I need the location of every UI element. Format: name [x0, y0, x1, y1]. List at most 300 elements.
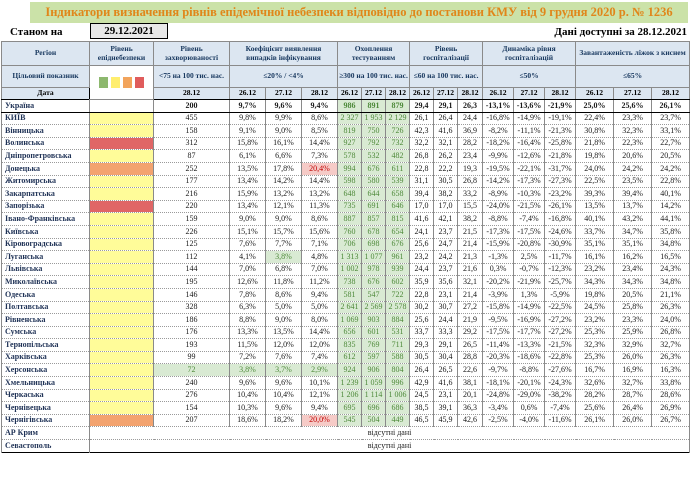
value-cell: -18,2% [483, 137, 514, 150]
table-row [2, 301, 690, 314]
value-cell: 28,2% [576, 389, 614, 402]
danger-level-cell [90, 125, 154, 138]
value-cell: 2 641 [338, 301, 362, 314]
value-cell: 13,4% [230, 175, 266, 188]
value-cell: 11,8% [266, 276, 302, 289]
value-cell: 7,6% [230, 238, 266, 251]
value-cell: -3,9% [483, 288, 514, 301]
group-header-detection-rate: Коефіцієнт виявлення випадків інфікування [230, 42, 338, 66]
region-name: Полтавська [2, 301, 90, 314]
date-row-label: Дата [2, 88, 90, 100]
value-cell: -11,1% [514, 125, 545, 138]
value-cell: 11,2% [302, 276, 338, 289]
value-cell: 21,6 [458, 263, 483, 276]
value-cell: 7,0% [230, 263, 266, 276]
value-cell: 193 [154, 339, 230, 352]
value-cell: -11,6% [545, 414, 576, 427]
data-available-label: Дані доступні за [554, 26, 635, 38]
date-header: 26.12 [576, 88, 614, 100]
value-cell: 449 [386, 414, 410, 427]
legend-square [135, 77, 144, 88]
value-cell: 25,6% [576, 402, 614, 415]
date-header: 27.12 [614, 88, 652, 100]
value-cell: -8,9% [483, 188, 514, 201]
value-cell: 1 077 [362, 251, 386, 264]
value-cell: 24,5 [410, 389, 434, 402]
table-row [2, 339, 690, 352]
table-row [2, 162, 690, 175]
danger-level-cell [90, 188, 154, 201]
value-cell: 38,2 [458, 213, 483, 226]
value-cell: 1 206 [338, 389, 362, 402]
value-cell: 16,9% [614, 364, 652, 377]
table-row [2, 175, 690, 188]
region-name: Волинська [2, 137, 90, 150]
value-cell: 34,8% [652, 276, 690, 289]
value-cell: 26,2 [434, 150, 458, 163]
region-header: Регіон [2, 42, 90, 66]
table-row [2, 100, 690, 113]
danger-level-cell [90, 389, 154, 402]
value-cell: 34,3% [614, 276, 652, 289]
region-name: Кіровоградська [2, 238, 90, 251]
table-row [2, 276, 690, 289]
value-cell: -21,8% [545, 150, 576, 163]
value-cell: 25,6% [614, 100, 652, 113]
value-cell: 891 [362, 100, 386, 113]
value-cell: 33,8% [652, 377, 690, 390]
value-cell: 906 [362, 364, 386, 377]
value-cell: 22,8 [410, 162, 434, 175]
value-cell: 19,3 [458, 162, 483, 175]
value-cell: 21,8% [576, 137, 614, 150]
value-cell: 195 [154, 276, 230, 289]
value-cell: 722 [386, 288, 410, 301]
group-header-hospitalization-dynamics: Динаміка рівня госпіталізацій [483, 42, 576, 66]
value-cell: 21,5 [458, 225, 483, 238]
value-cell: 732 [386, 137, 410, 150]
value-cell: 41,6 [434, 377, 458, 390]
legend-square [123, 77, 132, 88]
value-cell: 4,1% [230, 251, 266, 264]
region-name: Вінницька [2, 125, 90, 138]
value-cell: 240 [154, 377, 230, 390]
value-cell: 598 [338, 175, 362, 188]
danger-level-cell [90, 112, 154, 125]
value-cell: 1 002 [338, 263, 362, 276]
value-cell: -10,3% [514, 188, 545, 201]
value-cell: 815 [386, 213, 410, 226]
value-cell: 3,8% [266, 251, 302, 264]
value-cell: 16,3% [652, 364, 690, 377]
region-name: Черкаська [2, 389, 90, 402]
value-cell: 7,1% [302, 238, 338, 251]
value-cell: 16,5% [652, 251, 690, 264]
value-cell: 42,6 [458, 414, 483, 427]
value-cell: 12,6% [230, 276, 266, 289]
value-cell: 22,8 [410, 288, 434, 301]
value-cell: 3,7% [266, 364, 302, 377]
value-cell: 580 [362, 175, 386, 188]
value-cell: 159 [154, 213, 230, 226]
value-cell: 13,4% [230, 200, 266, 213]
region-name: АР Крим [2, 427, 90, 440]
value-cell: 21,4 [458, 288, 483, 301]
value-cell: 31,1 [410, 175, 434, 188]
value-cell: -17,5% [514, 225, 545, 238]
value-cell: 12,1% [302, 389, 338, 402]
region-name: Україна [2, 100, 90, 113]
value-cell: 996 [386, 377, 410, 390]
value-cell: 8,0% [302, 314, 338, 327]
value-cell: 22,6 [458, 364, 483, 377]
value-cell: 40,1% [576, 213, 614, 226]
value-cell: 26,5 [434, 364, 458, 377]
value-cell: 10,1% [302, 377, 338, 390]
date-header: 28.12 [302, 88, 338, 100]
value-cell: -4,0% [514, 414, 545, 427]
value-cell: 23,2% [576, 314, 614, 327]
region-name: Житомирська [2, 175, 90, 188]
value-cell: 24,5% [576, 301, 614, 314]
value-cell: 29,2 [458, 326, 483, 339]
region-name: Миколаївська [2, 276, 90, 289]
region-name: Львівська [2, 263, 90, 276]
value-cell: 26,8% [652, 326, 690, 339]
value-cell: 7,3% [302, 150, 338, 163]
value-cell: -18,6% [514, 351, 545, 364]
value-cell: 72 [154, 364, 230, 377]
value-cell: -21,3% [545, 125, 576, 138]
value-cell: 24,4 [410, 263, 434, 276]
value-cell: 33,1% [652, 125, 690, 138]
value-cell: 328 [154, 301, 230, 314]
value-cell: 658 [386, 188, 410, 201]
value-cell: 21,1% [652, 288, 690, 301]
table-row [2, 377, 690, 390]
value-cell: -25,7% [545, 276, 576, 289]
value-cell: -13,1% [483, 100, 514, 113]
table-row [2, 213, 690, 226]
value-cell: -13,6% [514, 100, 545, 113]
value-cell: -16,8% [545, 213, 576, 226]
value-cell: 12,0% [266, 339, 302, 352]
value-cell: 20,6% [614, 150, 652, 163]
value-cell: 24,7 [434, 238, 458, 251]
value-cell: 9,0% [266, 314, 302, 327]
value-cell: -21,9% [514, 276, 545, 289]
value-cell: 22,8% [652, 175, 690, 188]
meta-bar [0, 25, 690, 40]
value-cell: -12,3% [545, 263, 576, 276]
date-header: 26.12 [483, 88, 514, 100]
value-cell: 978 [362, 263, 386, 276]
value-cell: 30,8% [576, 125, 614, 138]
value-cell: 7,6% [266, 351, 302, 364]
region-name: Севастополь [2, 440, 90, 453]
region-name: Хмельницька [2, 377, 90, 390]
value-cell: -8,2% [483, 125, 514, 138]
value-cell: 2 578 [386, 301, 410, 314]
value-cell: 26,1% [652, 100, 690, 113]
value-cell: 738 [338, 276, 362, 289]
value-cell: -17,5% [483, 326, 514, 339]
value-cell: 939 [386, 263, 410, 276]
value-cell: -16,8% [483, 112, 514, 125]
value-cell: 9,6% [266, 402, 302, 415]
value-cell: -11,7% [545, 251, 576, 264]
value-cell: 45,9 [434, 414, 458, 427]
value-cell: 7,8% [230, 288, 266, 301]
value-cell: 760 [338, 225, 362, 238]
value-cell: 34,3% [576, 276, 614, 289]
region-name: Луганська [2, 251, 90, 264]
value-cell: 532 [362, 150, 386, 163]
value-cell: 158 [154, 125, 230, 138]
value-cell: 14,4% [302, 326, 338, 339]
value-cell: 21,3 [458, 251, 483, 264]
date-header: 27.12 [362, 88, 386, 100]
value-cell: 10,4% [230, 389, 266, 402]
value-cell: 177 [154, 175, 230, 188]
value-cell: 22,4% [576, 112, 614, 125]
danger-level-cell [90, 377, 154, 390]
value-cell: 15,1% [230, 225, 266, 238]
value-cell: -3,4% [483, 402, 514, 415]
value-cell: 7,0% [302, 263, 338, 276]
target-row-label: Цільовий показник [2, 66, 90, 88]
value-cell: 9,6% [266, 377, 302, 390]
date-header: 28.12 [545, 88, 576, 100]
region-name: Чернігівська [2, 414, 90, 427]
value-cell: 32,1 [434, 137, 458, 150]
danger-level-cell [90, 364, 154, 377]
table-row [2, 150, 690, 163]
value-cell: -1,3% [483, 251, 514, 264]
value-cell: 9,0% [266, 125, 302, 138]
value-cell: 986 [338, 100, 362, 113]
value-cell: 42,3 [410, 125, 434, 138]
value-cell: 5,0% [302, 301, 338, 314]
value-cell: 7,4% [302, 351, 338, 364]
value-cell: 601 [362, 326, 386, 339]
value-cell: 12,1% [266, 200, 302, 213]
value-cell: 14,2% [652, 200, 690, 213]
value-cell: -23,2% [545, 188, 576, 201]
table-row [2, 188, 690, 201]
value-cell: 27,2 [458, 301, 483, 314]
value-cell: 25,6 [410, 238, 434, 251]
value-cell: 14,4% [302, 175, 338, 188]
value-cell: 22,2 [434, 162, 458, 175]
value-cell: -21,5% [545, 339, 576, 352]
value-cell: -19,1% [545, 112, 576, 125]
value-cell: 34,8% [652, 238, 690, 251]
danger-level-cell [90, 263, 154, 276]
group-header-oxygen-beds: Завантаженість ліжок з киснем [576, 42, 690, 66]
value-cell: 29,4 [410, 100, 434, 113]
data-available-text [554, 26, 687, 38]
value-cell: 28,8 [458, 351, 483, 364]
value-cell: 43,2% [614, 213, 652, 226]
value-cell: 41,6 [410, 213, 434, 226]
value-cell: 24,4 [434, 314, 458, 327]
table-row [2, 112, 690, 125]
danger-level-cell [90, 326, 154, 339]
danger-level-cell [90, 414, 154, 427]
target-testing-coverage: ≥300 на 100 тис. нас. [338, 66, 410, 88]
value-cell: 39,4 [410, 188, 434, 201]
value-cell: 25,9% [614, 326, 652, 339]
target-oxygen-beds: ≤65% [576, 66, 690, 88]
value-cell: 22,3% [614, 137, 652, 150]
value-cell: 21,4 [458, 238, 483, 251]
value-cell: -16,4% [514, 137, 545, 150]
value-cell: -25,8% [545, 137, 576, 150]
value-cell: -13,3% [514, 339, 545, 352]
danger-level-cell [90, 402, 154, 415]
value-cell: 735 [338, 200, 362, 213]
value-cell: 38,5 [410, 402, 434, 415]
value-cell: 482 [386, 150, 410, 163]
value-cell: 112 [154, 251, 230, 264]
value-cell: 10,4% [266, 389, 302, 402]
value-cell: 36,9 [458, 125, 483, 138]
value-cell: 6,1% [230, 150, 266, 163]
value-cell: 17,0 [410, 200, 434, 213]
value-cell: 216 [154, 188, 230, 201]
value-cell: -9,9% [483, 150, 514, 163]
value-cell: -27,2% [545, 326, 576, 339]
value-cell: 39,3% [576, 188, 614, 201]
value-cell: -22,5% [545, 301, 576, 314]
value-cell: 32,2 [410, 137, 434, 150]
value-cell: 26,1 [410, 112, 434, 125]
value-cell: 539 [386, 175, 410, 188]
value-cell: 23,7 [434, 263, 458, 276]
value-cell: 23,4 [458, 150, 483, 163]
group-header-incidence: Рівень захворюваності [154, 42, 230, 66]
value-cell: 19,8% [576, 288, 614, 301]
value-cell: -7,4% [514, 213, 545, 226]
value-cell: 26,3 [458, 100, 483, 113]
region-name: Івано-Франківська [2, 213, 90, 226]
value-cell: 23,3% [614, 112, 652, 125]
table-row [2, 125, 690, 138]
value-cell: -7,4% [545, 402, 576, 415]
group-header-testing-coverage: Охоплення тестуванням [338, 42, 410, 66]
report-title: Індикатори визначення рівнів епідемічної небезпеки відповідно до постанови КМУ від 9 грудня 2020 р. № 1236 [30, 2, 688, 23]
value-cell: 32,7% [652, 339, 690, 352]
value-cell: 602 [386, 276, 410, 289]
date-header: 28.12 [652, 88, 690, 100]
region-name: КИЇВ [2, 112, 90, 125]
table-row [2, 364, 690, 377]
value-cell: 12,0% [302, 339, 338, 352]
value-cell: 24,0% [652, 314, 690, 327]
value-cell: 30,7 [434, 301, 458, 314]
value-cell: -9,7% [483, 364, 514, 377]
value-cell: 16,1% [266, 137, 302, 150]
value-cell: 2,9% [302, 364, 338, 377]
date-header: 26.12 [338, 88, 362, 100]
value-cell: 15,7% [266, 225, 302, 238]
value-cell: 154 [154, 402, 230, 415]
value-cell: 35,8% [652, 225, 690, 238]
value-cell: 32,6% [576, 377, 614, 390]
value-cell: 25,8% [614, 301, 652, 314]
value-cell: 23,7 [434, 225, 458, 238]
value-cell: 711 [386, 339, 410, 352]
value-cell: 33,2 [458, 188, 483, 201]
value-cell: -26,1% [545, 200, 576, 213]
value-cell: 32,3% [576, 339, 614, 352]
value-cell: 0,3% [483, 263, 514, 276]
value-cell: 35,1% [614, 238, 652, 251]
date-header: 27.12 [434, 88, 458, 100]
value-cell: 706 [338, 238, 362, 251]
region-name: Чернівецька [2, 402, 90, 415]
value-cell: -15,8% [483, 301, 514, 314]
value-cell: 32,1 [458, 276, 483, 289]
value-cell: -20,3% [483, 351, 514, 364]
value-cell: 26,4 [434, 112, 458, 125]
value-cell: 39,4% [614, 188, 652, 201]
value-cell: 9,0% [266, 213, 302, 226]
value-cell: 200 [154, 100, 230, 113]
no-data-cell: відсутні дані [90, 427, 690, 440]
danger-level-cell [90, 251, 154, 264]
value-cell: 16,1% [576, 251, 614, 264]
value-cell: 857 [362, 213, 386, 226]
value-cell: 42,1 [434, 213, 458, 226]
value-cell: -22,8% [545, 351, 576, 364]
target-incidence: <75 на 100 тис. нас. [154, 66, 230, 88]
value-cell: 38,2 [434, 188, 458, 201]
region-name: Донецька [2, 162, 90, 175]
value-cell: 15,6% [302, 225, 338, 238]
table-row [2, 351, 690, 364]
value-cell: -21,5% [514, 200, 545, 213]
value-cell: 13,5% [230, 162, 266, 175]
value-cell: 504 [362, 414, 386, 427]
table-row [2, 427, 690, 440]
value-cell: 792 [362, 137, 386, 150]
value-cell: 26,3% [652, 351, 690, 364]
value-cell: 9,4% [302, 100, 338, 113]
value-cell: 8,5% [302, 125, 338, 138]
date-header: 27.12 [266, 88, 302, 100]
group-header-danger-level: Рівень епіднебезпеки [90, 42, 154, 66]
region-name: Одеська [2, 288, 90, 301]
value-cell: 676 [362, 276, 386, 289]
value-cell: -0,7% [514, 263, 545, 276]
danger-level-cell [90, 213, 154, 226]
table-row [2, 389, 690, 402]
value-cell: 25,0% [576, 100, 614, 113]
value-cell: 33,3 [434, 326, 458, 339]
value-cell: 35,9 [410, 276, 434, 289]
value-cell: 29,1 [434, 100, 458, 113]
value-cell: 588 [386, 351, 410, 364]
value-cell: 21,9 [458, 314, 483, 327]
value-cell: 23,7% [652, 112, 690, 125]
value-cell: 678 [362, 225, 386, 238]
value-cell: 9,4% [302, 288, 338, 301]
value-cell: 11,3% [302, 200, 338, 213]
value-cell: -9,5% [483, 314, 514, 327]
value-cell: -27,6% [545, 364, 576, 377]
